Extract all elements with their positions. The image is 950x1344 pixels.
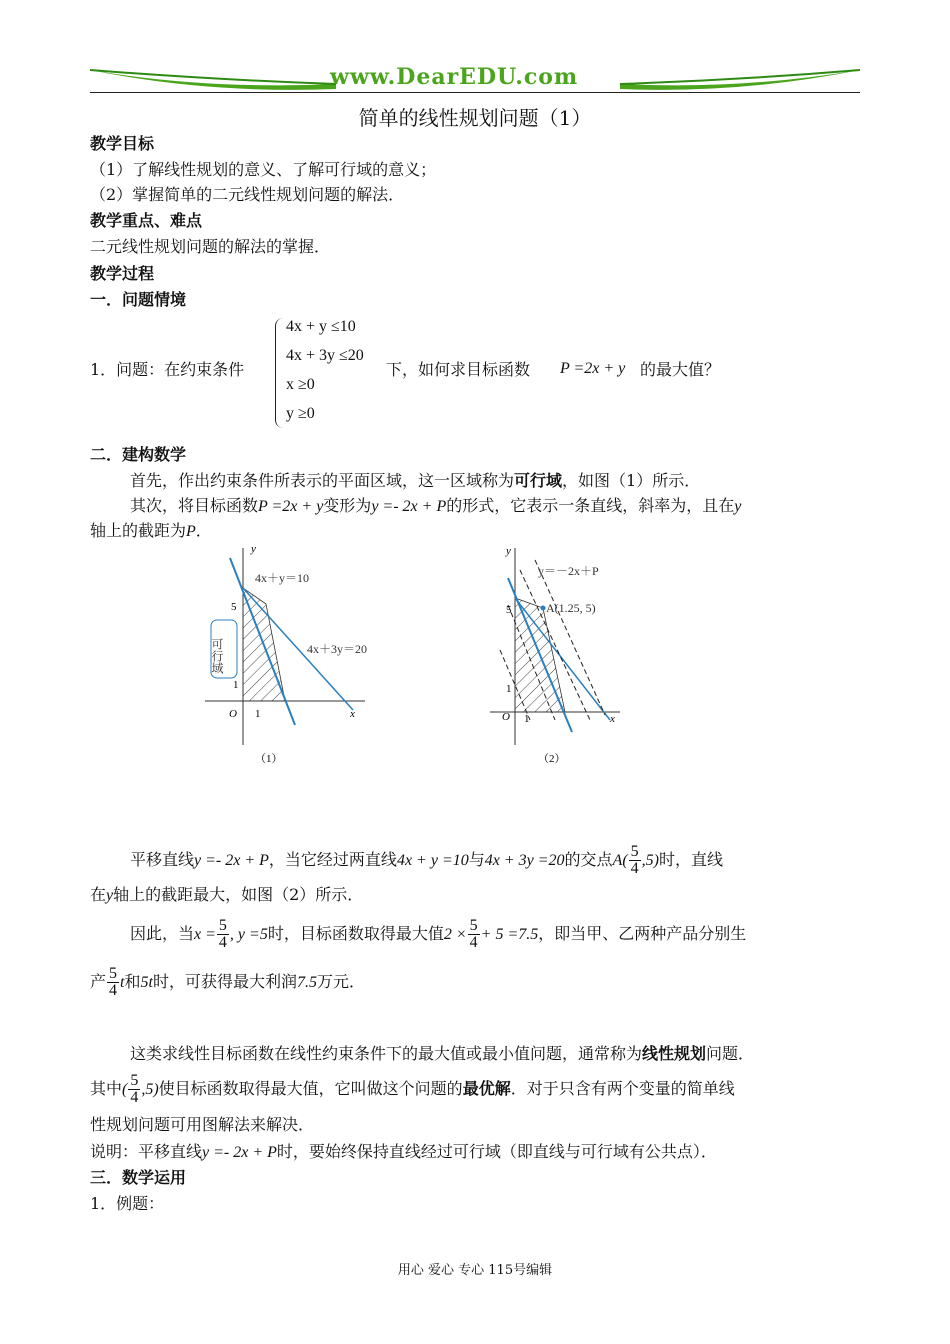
fig2-origin-label: O bbox=[502, 711, 510, 723]
para3-line1: 平移直线y =- 2x + P，当它经过两直线4x + y =10与4x + 3y =20的交点A( $\frac{5}{4}$ ,5)时，直线 bbox=[130, 843, 724, 877]
fig1-line-b-label: 4x＋3y＝20 bbox=[307, 642, 368, 656]
constraint-1: 4x + y ≤10 bbox=[286, 318, 356, 335]
page-title: 简单的线性规划问题（1） bbox=[358, 106, 592, 130]
fig1-tick-5: 5 bbox=[231, 601, 237, 613]
fig1-caption: （1） bbox=[255, 753, 283, 765]
fig1-tick-x1: 1 bbox=[255, 708, 261, 720]
question-mid: 下，如何求目标函数 bbox=[386, 360, 531, 379]
keypoints-text: 二元线性规划问题的解法的掌握． bbox=[90, 237, 331, 256]
fig2-tick-y1: 1 bbox=[506, 683, 512, 695]
fig1-x-label: x bbox=[350, 708, 355, 720]
fig2-x-label: x bbox=[610, 713, 615, 725]
constraint-2: 4x + 3y ≤20 bbox=[286, 347, 364, 364]
para5-line1: 这类求线性目标函数在线性约束条件下的最大值或最小值问题，通常称为线性规划问题． bbox=[130, 1044, 755, 1063]
question-prefix: 1．问题：在约束条件 bbox=[90, 360, 245, 379]
header-swoosh-left bbox=[88, 62, 338, 92]
keypoints-heading: 教学重点、难点 bbox=[90, 211, 203, 230]
para4-line2: 产 $\frac{5}{4}$ t和5t时，可获得最大利润7.5万元． bbox=[90, 965, 365, 999]
fig1-y-label: y bbox=[251, 543, 256, 555]
section2-para2: 其次，将目标函数P =2x + y变形为y =- 2x + P的形式，它表示一条直线，斜率为，且在y bbox=[130, 496, 742, 515]
figure-2 bbox=[480, 540, 630, 770]
question-suffix: 的最大值？ bbox=[640, 360, 721, 379]
fig1-tick-y1: 1 bbox=[233, 679, 239, 691]
section3-item1: 1．例题： bbox=[90, 1194, 165, 1213]
figure-1 bbox=[195, 540, 415, 770]
section1-heading: 一．问题情境 bbox=[90, 290, 187, 309]
para5-line3: 性规划问题可用图解法来解决． bbox=[90, 1115, 315, 1134]
constraint-4: y ≥0 bbox=[286, 405, 315, 422]
objective-item-1: （1）了解线性规划的意义、了解可行域的意义； bbox=[90, 160, 437, 179]
page-footer: 用心 爱心 专心 115号编辑 bbox=[397, 1263, 553, 1278]
para4-line1: 因此，当x = $\frac{5}{4}$ , y =5时，目标函数取得最大值2 × $\frac{5}{4}$ + 5 =7.5，即当甲、乙两种产品分别生 bbox=[130, 917, 747, 951]
fig1-origin-label: O bbox=[229, 708, 237, 720]
header-rule bbox=[90, 92, 860, 93]
fig2-tick-5: 5 bbox=[506, 604, 512, 616]
constraint-brace bbox=[275, 318, 286, 428]
section3-heading: 三．数学运用 bbox=[90, 1168, 187, 1187]
question-function: P =2x + y bbox=[560, 360, 626, 377]
fig2-point-label: A(1.25, 5) bbox=[546, 601, 596, 615]
fig2-point-a bbox=[541, 606, 546, 611]
fig2-line-label: y＝－2x＋P bbox=[538, 564, 599, 578]
note-line: 说明：平移直线y =- 2x + P时，要始终保持直线经过可行域（即直线与可行域有公共点）． bbox=[90, 1142, 717, 1161]
header-swoosh-right bbox=[620, 62, 862, 92]
constraint-3: x ≥0 bbox=[286, 376, 315, 393]
fig1-region-label: 可行域 bbox=[210, 638, 224, 674]
fig2-caption: （2） bbox=[538, 753, 566, 765]
fig2-y-label: y bbox=[506, 545, 511, 557]
site-logo[interactable]: www.DearEDU.com bbox=[330, 64, 579, 90]
fig1-line-a-label: 4x＋y＝10 bbox=[255, 571, 310, 585]
process-heading: 教学过程 bbox=[90, 264, 155, 283]
para5-line2: 其中( $\frac{5}{4}$ ,5)使目标函数取得最大值，它叫做这个问题的最优解．对于只含有两个变量的简单线 bbox=[90, 1072, 735, 1106]
section2-para2-cont: 轴上的截距为P． bbox=[90, 521, 212, 540]
objective-item-2: （2）掌握简单的二元线性规划问题的解法． bbox=[90, 185, 405, 204]
para3-line2: 在y轴上的截距最大，如图（2）所示． bbox=[90, 885, 364, 904]
section2-heading: 二．建构数学 bbox=[90, 445, 187, 464]
objectives-heading: 教学目标 bbox=[90, 134, 155, 153]
fig2-tick-x1: 1 bbox=[524, 713, 530, 725]
section2-para1: 首先，作出约束条件所表示的平面区域，这一区域称为可行域，如图（1）所示． bbox=[130, 471, 701, 490]
